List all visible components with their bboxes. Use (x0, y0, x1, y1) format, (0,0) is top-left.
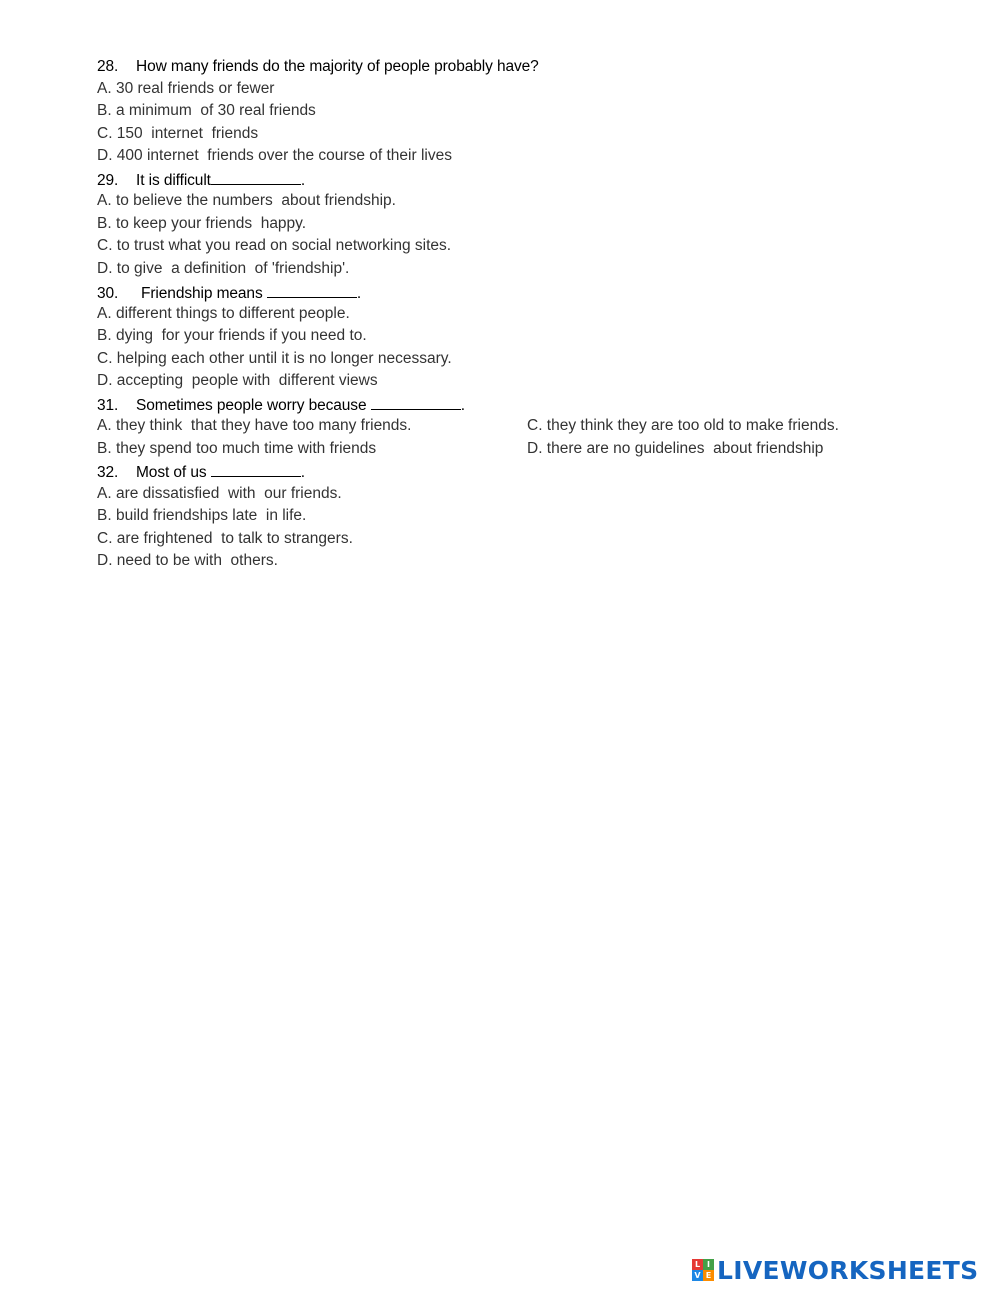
question-31 (97, 394, 465, 416)
question-30 (97, 282, 361, 304)
option-31-b[interactable]: B. they spend too much time with friends (97, 440, 377, 457)
question-stem: Sometimes people worry because (136, 397, 371, 414)
option-31-d[interactable]: D. there are no guidelines about friendship (527, 440, 824, 457)
option-29-c[interactable]: C. to trust what you read on social networking sites. (97, 237, 452, 254)
option-31-a[interactable]: A. they think that they have too many friends. (97, 417, 412, 434)
option-30-c[interactable]: C. helping each other until it is no longer necessary. (97, 350, 452, 367)
question-stem: Friendship means (141, 285, 267, 302)
logo-text: LIVEWORKSHEETS (717, 1255, 979, 1285)
question-28 (97, 57, 539, 77)
answer-blank[interactable] (371, 394, 461, 410)
option-32-a[interactable]: A. are dissatisfied with our friends. (97, 485, 342, 502)
question-number: 29. (97, 172, 119, 189)
answer-blank[interactable] (211, 461, 301, 477)
question-number: 31. (97, 397, 119, 414)
logo-mark-letter: L (692, 1259, 703, 1270)
logo-mark-letter: V (692, 1270, 703, 1281)
option-28-a[interactable]: A. 30 real friends or fewer (97, 80, 275, 97)
option-30-b[interactable]: B. dying for your friends if you need to. (97, 327, 367, 344)
question-32 (97, 461, 305, 483)
option-29-d[interactable]: D. to give a definition of 'friendship'. (97, 260, 350, 277)
option-32-d[interactable]: D. need to be with others. (97, 552, 278, 569)
option-28-c[interactable]: C. 150 internet friends (97, 125, 259, 142)
option-29-a[interactable]: A. to believe the numbers about friendship. (97, 192, 396, 209)
question-stem: How many friends do the majority of people probably have? (136, 58, 539, 75)
option-28-d[interactable]: D. 400 internet friends over the course of their lives (97, 147, 452, 164)
option-30-d[interactable]: D. accepting people with different views (97, 372, 378, 389)
question-number: 28. (97, 58, 119, 75)
logo-mark-letter: I (703, 1259, 714, 1270)
option-31-c[interactable]: C. they think they are too old to make friends. (527, 417, 839, 434)
option-30-a[interactable]: A. different things to different people. (97, 305, 350, 322)
question-end: . (460, 397, 465, 414)
answer-blank[interactable] (211, 169, 301, 185)
option-28-b[interactable]: B. a minimum of 30 real friends (97, 102, 316, 119)
question-end: . (300, 172, 306, 189)
liveworksheets-logo (692, 1255, 978, 1285)
question-end: . (300, 464, 305, 481)
logo-mark-letter: E (703, 1270, 714, 1281)
question-number: 30. (97, 285, 119, 302)
option-29-b[interactable]: B. to keep your friends happy. (97, 215, 307, 232)
logo-mark-icon (692, 1259, 714, 1281)
question-29 (97, 169, 305, 191)
option-32-b[interactable]: B. build friendships late in life. (97, 507, 307, 524)
question-number: 32. (97, 464, 119, 481)
question-stem: It is difficult (136, 172, 211, 189)
question-stem: Most of us (136, 464, 211, 481)
question-end: . (356, 285, 362, 302)
option-32-c[interactable]: C. are frightened to talk to strangers. (97, 530, 353, 547)
answer-blank[interactable] (267, 282, 357, 298)
